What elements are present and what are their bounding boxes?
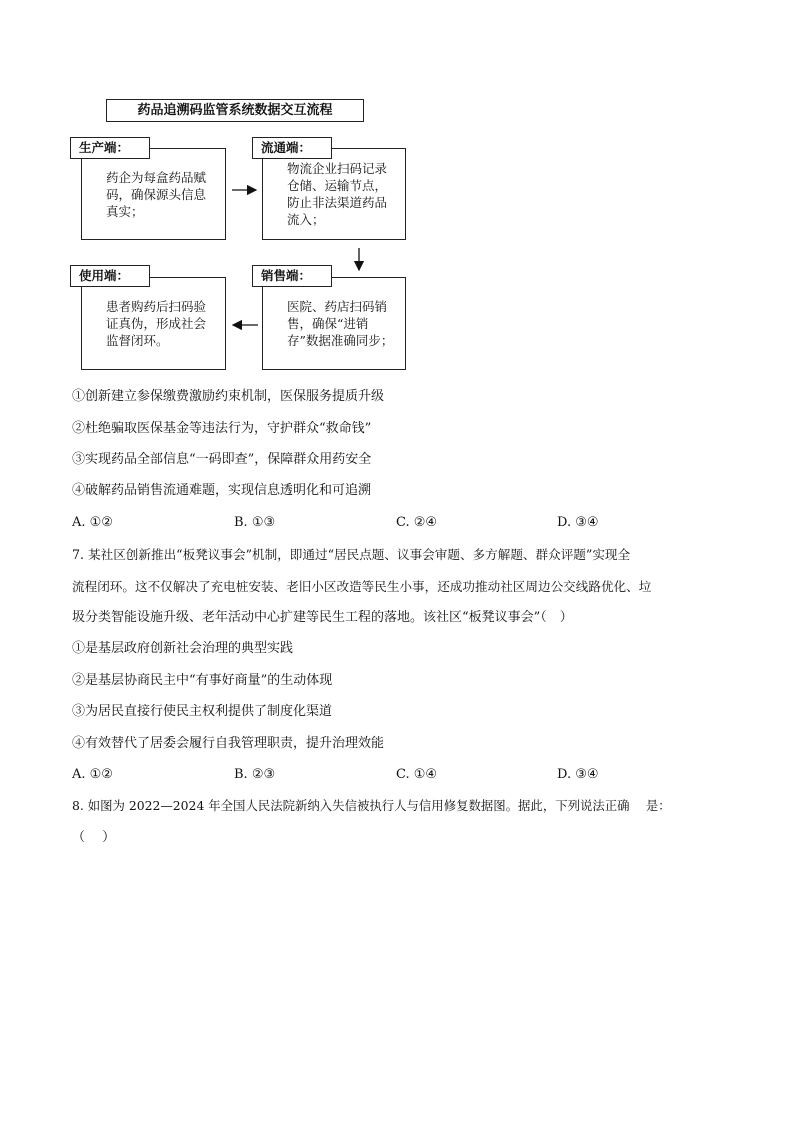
q7-statement: ②是基层协商民主中“有事好商量”的生动体现 [72, 673, 333, 688]
q6-option-a[interactable]: A. ①② [72, 515, 113, 530]
flow-arrows [0, 0, 793, 400]
usage-text: 患者购药后扫码验证真伪，形成社会监督闭环。 [106, 299, 207, 348]
q6-option-b[interactable]: B. ①③ [234, 515, 276, 530]
q7-statement: ③为居民直接行使民主权利提供了制度化渠道 [72, 704, 333, 719]
q6-statement: ④破解药品销售流通难题，实现信息透明化和可追溯 [72, 483, 372, 498]
q8-stem-line: 8. 如图为 2022—2024 年全国人民法院新纳入失信被执行人与信用修复数据图。据此，下列说法正确 是： [72, 798, 671, 813]
q7-stem-line: 流程闭环。这不仅解决了充电桩安装、老旧小区改造等民生小事，还成功推动社区周边公交线路优化、垃 [72, 579, 652, 594]
q6-statement: ①创新建立参保缴费激励约束机制，医保服务提质升级 [72, 389, 385, 404]
q7-stem-line: 圾分类智能设施升级、老年活动中心扩建等民生工程的落地。该社区“板凳议事会”（ ） [72, 610, 573, 625]
q6-option-d[interactable]: D. ③④ [557, 515, 599, 530]
q7-option-b[interactable]: B. ②③ [234, 767, 276, 782]
q7-statement: ④有效替代了居委会履行自我管理职责，提升治理效能 [72, 736, 385, 751]
production-text: 药企为每盒药品赋码，确保源头信息真实； [106, 169, 207, 219]
production-label: 生产端： [70, 137, 150, 159]
q6-option-c[interactable]: C. ②④ [396, 515, 438, 530]
sales-text: 医院、药店扫码销售，确保“进销存”数据准确同步； [287, 299, 394, 348]
circulation-text: 物流企业扫码记录仓储、运输节点，防止非法渠道药品流入； [287, 161, 388, 227]
diagram-title: 药品追溯码监管系统数据交互流程 [106, 99, 364, 122]
q8-stem-line: （ ） [72, 830, 116, 845]
q6-statement: ③实现药品全部信息“一码即查”，保障群众用药安全 [72, 452, 372, 467]
q7-option-d[interactable]: D. ③④ [557, 767, 599, 782]
q6-statement: ②杜绝骗取医保基金等违法行为，守护群众“救命钱” [72, 421, 372, 436]
usage-label: 使用端： [70, 265, 150, 287]
circulation-label: 流通端： [252, 137, 332, 159]
sales-label: 销售端： [252, 265, 332, 287]
q7-stem-line: 7. 某社区创新推出“板凳议事会”机制，即通过“居民点题、议事会审题、多方解题、群众评题”实现全 [72, 547, 631, 562]
q7-statement: ①是基层政府创新社会治理的典型实践 [72, 641, 294, 656]
q7-option-a[interactable]: A. ①② [72, 767, 113, 782]
q7-option-c[interactable]: C. ①④ [396, 767, 438, 782]
